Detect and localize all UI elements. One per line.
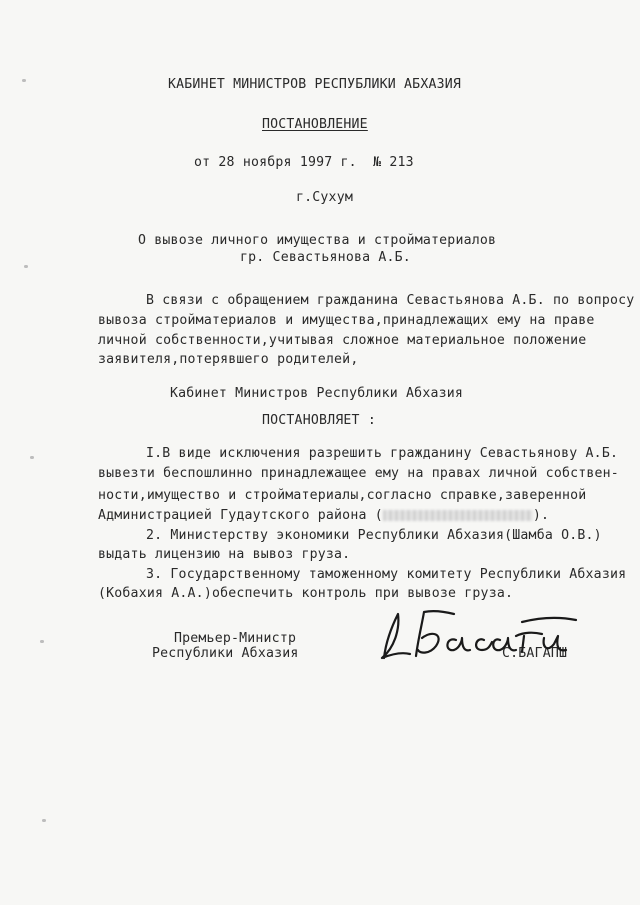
document-type-heading: ПОСТАНОВЛЕНИЕ xyxy=(262,117,368,132)
scan-speck xyxy=(30,456,34,459)
item-1-line-4-text: Администрацией Гудаутского района ( xyxy=(98,508,383,523)
item-1-line-4-end: ). xyxy=(532,508,550,523)
item-3-line-1: 3. Государственному таможенному комитету Республики Абхазия xyxy=(146,567,627,582)
city-line: г.Сухум xyxy=(296,190,353,205)
item-3-line-2: (Кобахия А.А.)обеспечить контроль при вывозе груза. xyxy=(98,586,514,601)
resolves-heading: ПОСТАНОВЛЯЕТ : xyxy=(262,413,376,428)
handwritten-signature xyxy=(372,600,592,670)
signatory-title-line-1: Премьер-Министр xyxy=(174,631,297,646)
item-1-line-3: ности,имущество и стройматериалы,согласно справке,заверенной xyxy=(98,488,587,503)
scan-speck xyxy=(22,79,26,82)
document-date: 28 ноября 1997 г. xyxy=(218,155,357,170)
document-number: 213 xyxy=(389,155,414,170)
scan-speck xyxy=(40,640,44,643)
scan-speck xyxy=(24,265,28,268)
preamble-line-3: личной собственности,учитывая сложное материальное положение xyxy=(98,333,587,348)
signatory-title-line-2: Республики Абхазия xyxy=(152,646,299,661)
number-sign: № xyxy=(373,155,382,170)
preamble-line-2: вывоза стройматериалов и имущества,принадлежащих ему на праве xyxy=(98,313,595,328)
item-1-line-1: I.В виде исключения разрешить гражданину Севастьянову А.Б. xyxy=(146,446,619,461)
preamble-line-4: заявителя,потерявшего родителей, xyxy=(98,352,359,367)
redacted-reference xyxy=(383,510,533,521)
item-2-line-1: 2. Министерству экономики Республики Абхазия(Шамба О.В.) xyxy=(146,528,602,543)
scan-speck xyxy=(42,819,46,822)
issuer-line: Кабинет Министров Республики Абхазия xyxy=(170,386,464,401)
preamble-line-1: В связи с обращением гражданина Севастьянова А.Б. по вопросу xyxy=(146,293,635,308)
cabinet-heading: КАБИНЕТ МИНИСТРОВ РЕСПУБЛИКИ АБХАЗИЯ xyxy=(168,77,462,92)
signatory-name: С.БАГАПШ xyxy=(502,646,568,661)
item-2-line-2: выдать лицензию на вывоз груза. xyxy=(98,547,351,562)
subject-line-1: О вывозе личного имущества и стройматериалов xyxy=(138,233,497,248)
date-prefix: от xyxy=(194,155,211,170)
item-1-line-2: вывезти беспошлинно принадлежащее ему на правах личной собствен- xyxy=(98,466,619,481)
subject-line-2: гр. Севастьянова А.Б. xyxy=(240,250,411,265)
item-1-line-4 xyxy=(98,508,549,524)
date-number-line xyxy=(194,155,414,171)
